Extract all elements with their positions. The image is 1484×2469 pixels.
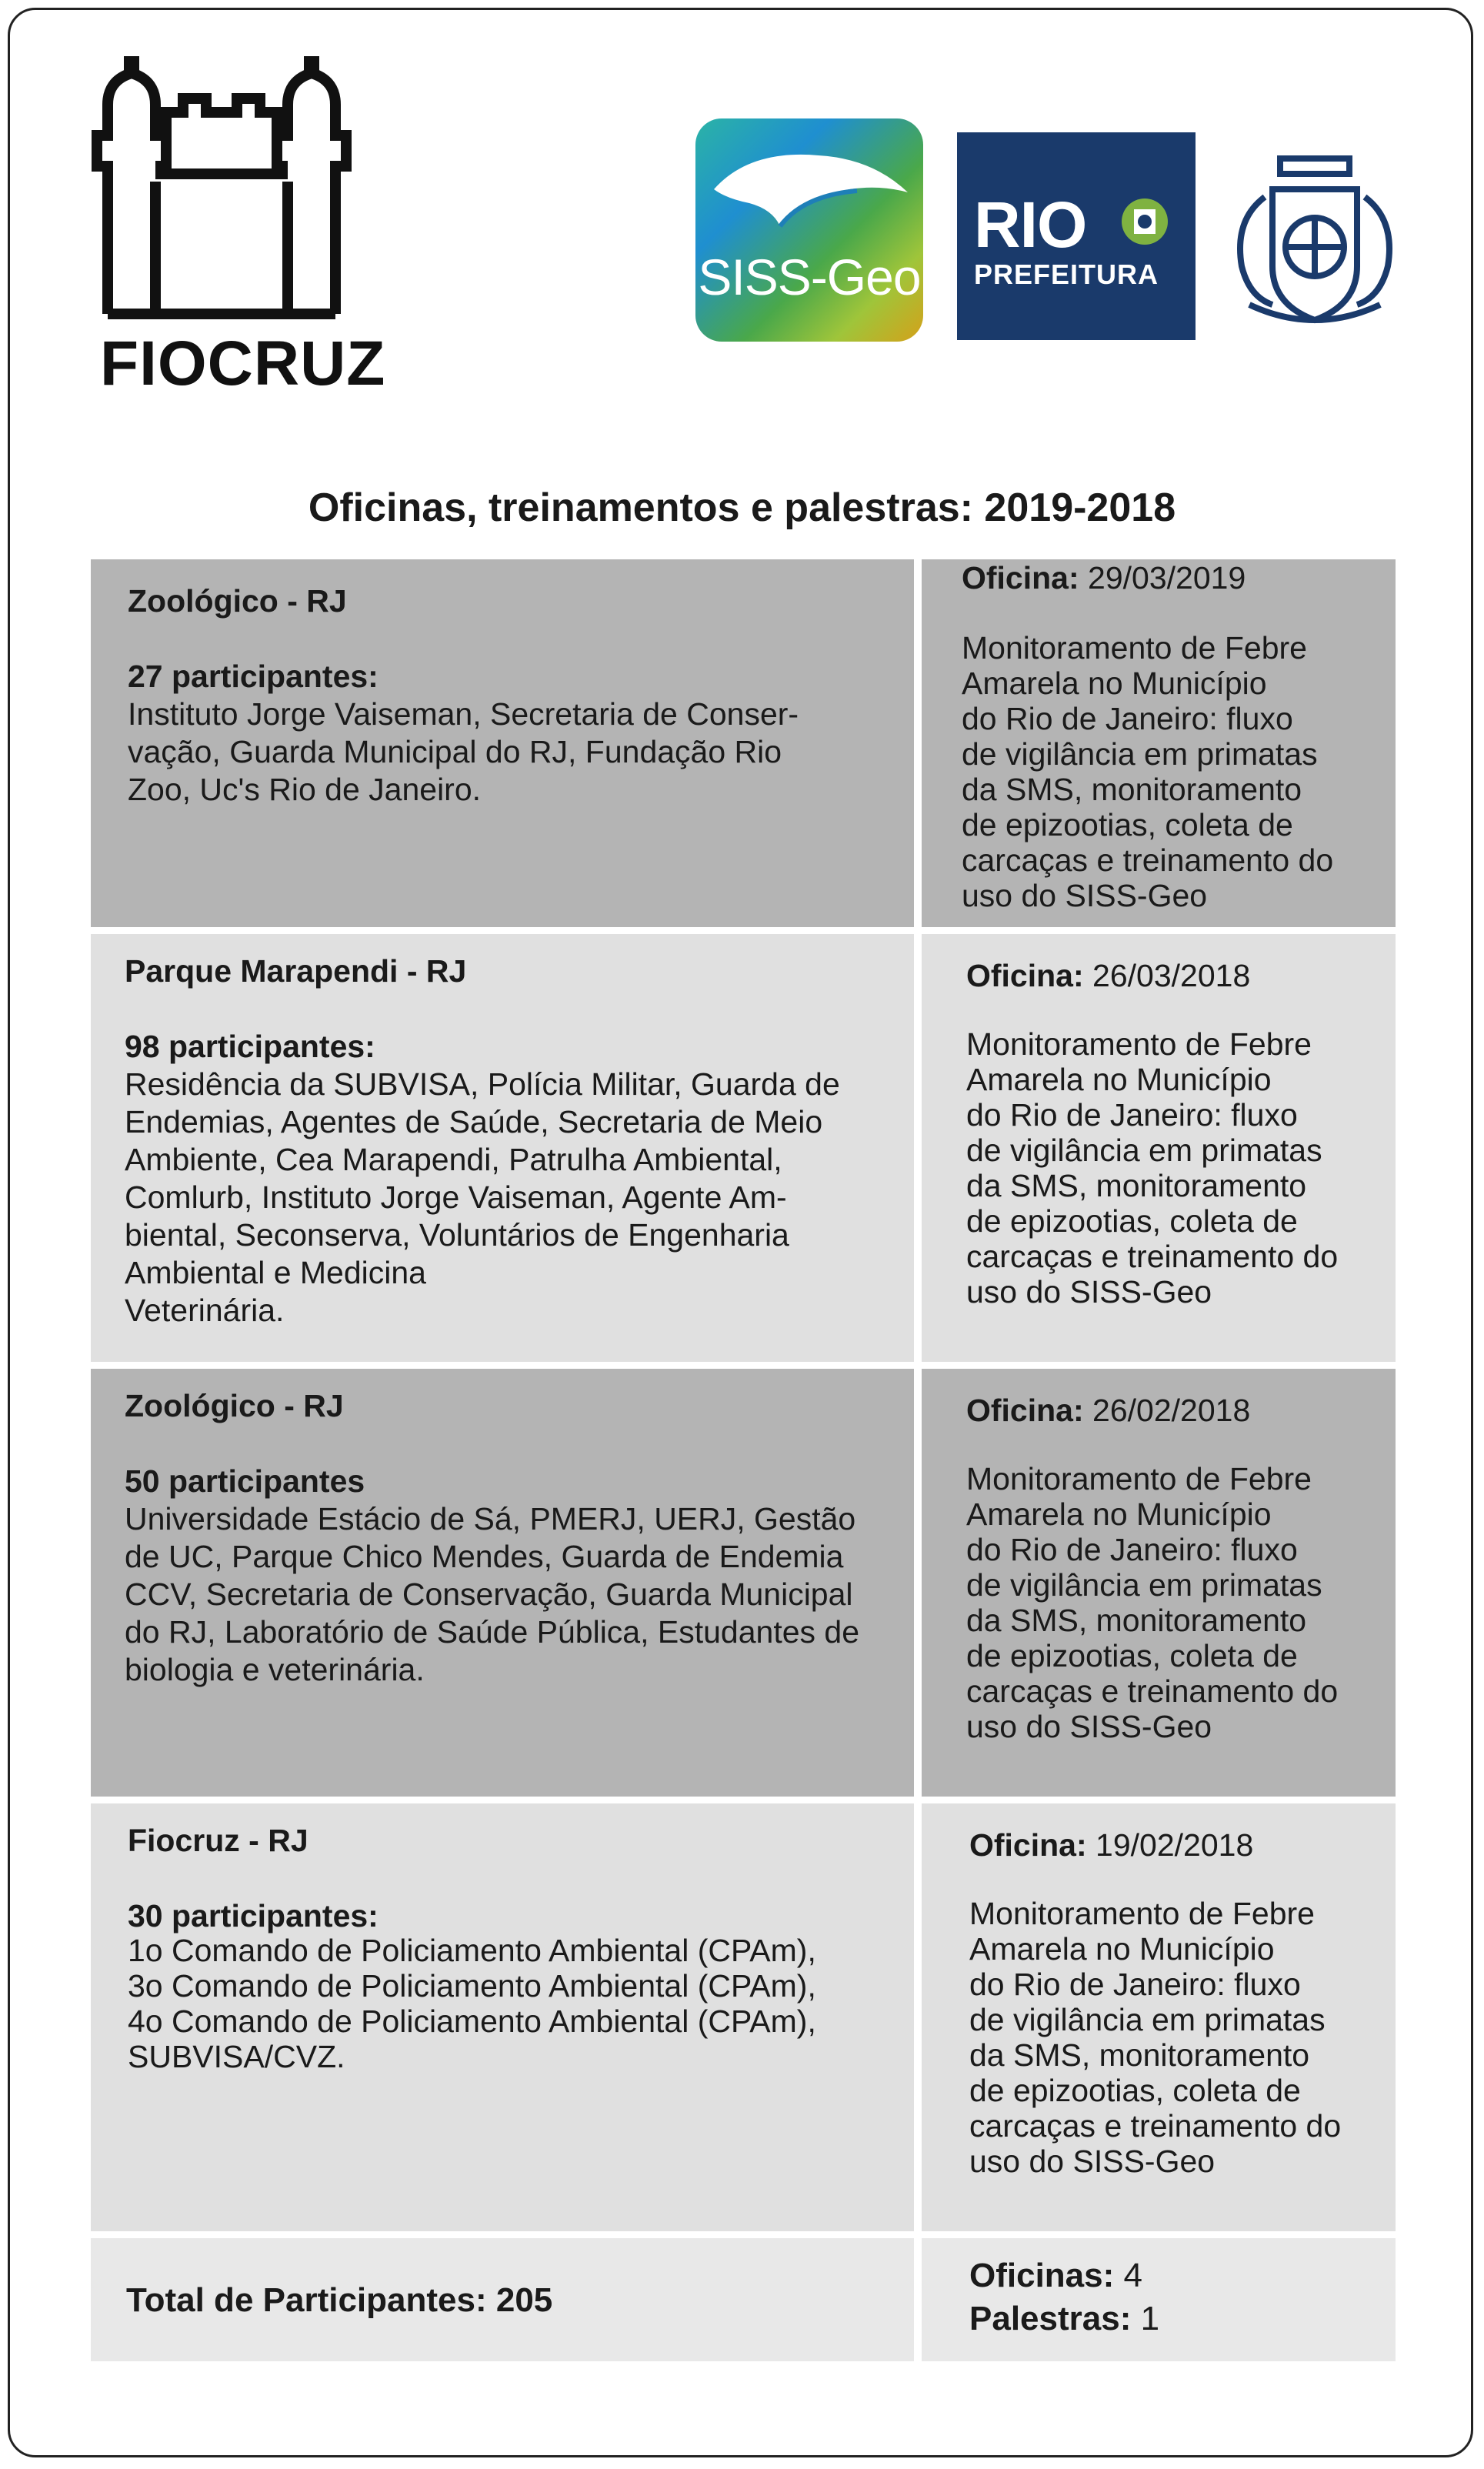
rio-crest-icon	[1109, 191, 1180, 252]
anteater-icon	[695, 118, 923, 249]
row-4-event	[969, 1827, 1253, 1864]
siss-geo-logo	[695, 118, 923, 342]
row-2-event-label: Oficina:	[966, 958, 1084, 993]
row-2-participants-detail: Residência da SUBVISA, Polícia Militar, Guarda de Endemias, Agentes de Saúde, Secretaria de Meio Ambiente, Cea Marapendi, Patrulha Ambiental, Comlurb, Instituto Jorge Vaiseman, Agente Am- biental, Seconserva, Voluntários de Engenharia Ambiental e Medicina Veterinária.	[125, 1066, 840, 1328]
total-oficinas	[969, 2257, 1142, 2294]
row-2-place: Parque Marapendi - RJ	[125, 953, 467, 989]
row-3-event-label: Oficina:	[966, 1393, 1084, 1428]
row-3-left-cell	[91, 1369, 914, 1797]
total-palestras-value: 1	[1140, 2300, 1160, 2337]
coat-of-arms-icon	[1226, 151, 1403, 332]
row-3-event	[966, 1392, 1250, 1430]
row-1-participants-detail: Instituto Jorge Vaiseman, Secretaria de Conser- vação, Guarda Municipal do RJ, Fundação Rio Zoo, Uc's Rio de Janeiro.	[128, 696, 799, 807]
row-4-event-label: Oficina:	[969, 1827, 1087, 1863]
row-2-description: Monitoramento de Febre Amarela no Município do Rio de Janeiro: fluxo de vigilância em primatas da SMS, monitoramento de epizootias, coleta de carcaças e treinamento do uso do SISS-Geo	[966, 1026, 1339, 1310]
row-1-event-date: 29/03/2019	[1088, 560, 1246, 596]
total-palestras	[969, 2300, 1159, 2337]
row-3-participants-detail: Universidade Estácio de Sá, PMERJ, UERJ, Gestão de UC, Parque Chico Mendes, Guarda de Endemia CCV, Secretaria de Conservação, Guarda Municipal do RJ, Laboratório de Saúde Pública, Estudantes de biologia e veterinária.	[125, 1501, 860, 1687]
row-3-right-cell	[922, 1369, 1396, 1797]
row-3-event-date: 26/02/2018	[1092, 1393, 1251, 1428]
totals-left-cell	[91, 2238, 914, 2361]
row-3-place: Zoológico - RJ	[125, 1388, 344, 1423]
row-1-place: Zoológico - RJ	[128, 583, 347, 619]
row-1-right-cell	[922, 559, 1396, 927]
row-4-participants-detail: 1o Comando de Policiamento Ambiental (CPAm), 3o Comando de Policiamento Ambiental (CPAm), 4o Comando de Policiamento Ambiental (CPAm), SUBVISA/CVZ.	[128, 1933, 816, 2074]
row-3-description: Monitoramento de Febre Amarela no Município do Rio de Janeiro: fluxo de vigilância em primatas da SMS, monitoramento de epizootias, coleta de carcaças e treinamento do uso do SISS-Geo	[966, 1461, 1339, 1744]
siss-geo-wordmark: SISS-Geo	[698, 249, 921, 305]
total-oficinas-value: 4	[1123, 2257, 1142, 2294]
total-palestras-label: Palestras:	[969, 2300, 1132, 2337]
row-4-right-cell	[922, 1803, 1396, 2231]
row-4-event-date: 19/02/2018	[1095, 1827, 1254, 1863]
prefeitura-wordmark: PREFEITURA	[974, 259, 1159, 290]
row-2-right-cell	[922, 934, 1396, 1362]
row-1-event	[962, 559, 1246, 597]
row-4-left-cell	[91, 1803, 914, 2231]
totals-right-cell	[922, 2238, 1396, 2361]
row-4-description: Monitoramento de Febre Amarela no Município do Rio de Janeiro: fluxo de vigilância em primatas da SMS, monitoramento de epizootias, coleta de carcaças e treinamento do uso do SISS-Geo	[969, 1896, 1342, 2179]
row-1-participants: 27 participantes:	[128, 659, 379, 694]
row-2-event	[966, 957, 1250, 995]
row-4-place: Fiocruz - RJ	[128, 1823, 308, 1858]
row-1-description: Monitoramento de Febre Amarela no Município do Rio de Janeiro: fluxo de vigilância em primatas da SMS, monitoramento de epizootias, coleta de carcaças e treinamento do uso do SISS-Geo	[962, 630, 1334, 913]
coat-of-arms-logo	[1226, 151, 1403, 332]
row-4-participants: 30 participantes:	[128, 1898, 379, 1933]
page-title: Oficinas, treinamentos e palestras: 2019-2018	[308, 485, 1176, 530]
castle-icon	[91, 28, 352, 320]
total-participants: Total de Participantes: 205	[126, 2281, 553, 2319]
row-1-left-cell	[91, 559, 914, 927]
row-3-participants: 50 participantes	[125, 1463, 365, 1499]
fiocruz-wordmark: FIOCRUZ	[100, 329, 386, 399]
row-1-event-label: Oficina:	[962, 560, 1079, 596]
fiocruz-logo	[91, 28, 386, 399]
row-2-participants: 98 participantes:	[125, 1029, 375, 1064]
rio-wordmark: RIO	[974, 189, 1087, 261]
total-oficinas-label: Oficinas:	[969, 2257, 1115, 2294]
row-2-event-date: 26/03/2018	[1092, 958, 1251, 993]
rio-prefeitura-logo	[957, 132, 1196, 340]
row-2-left-cell	[91, 934, 914, 1362]
